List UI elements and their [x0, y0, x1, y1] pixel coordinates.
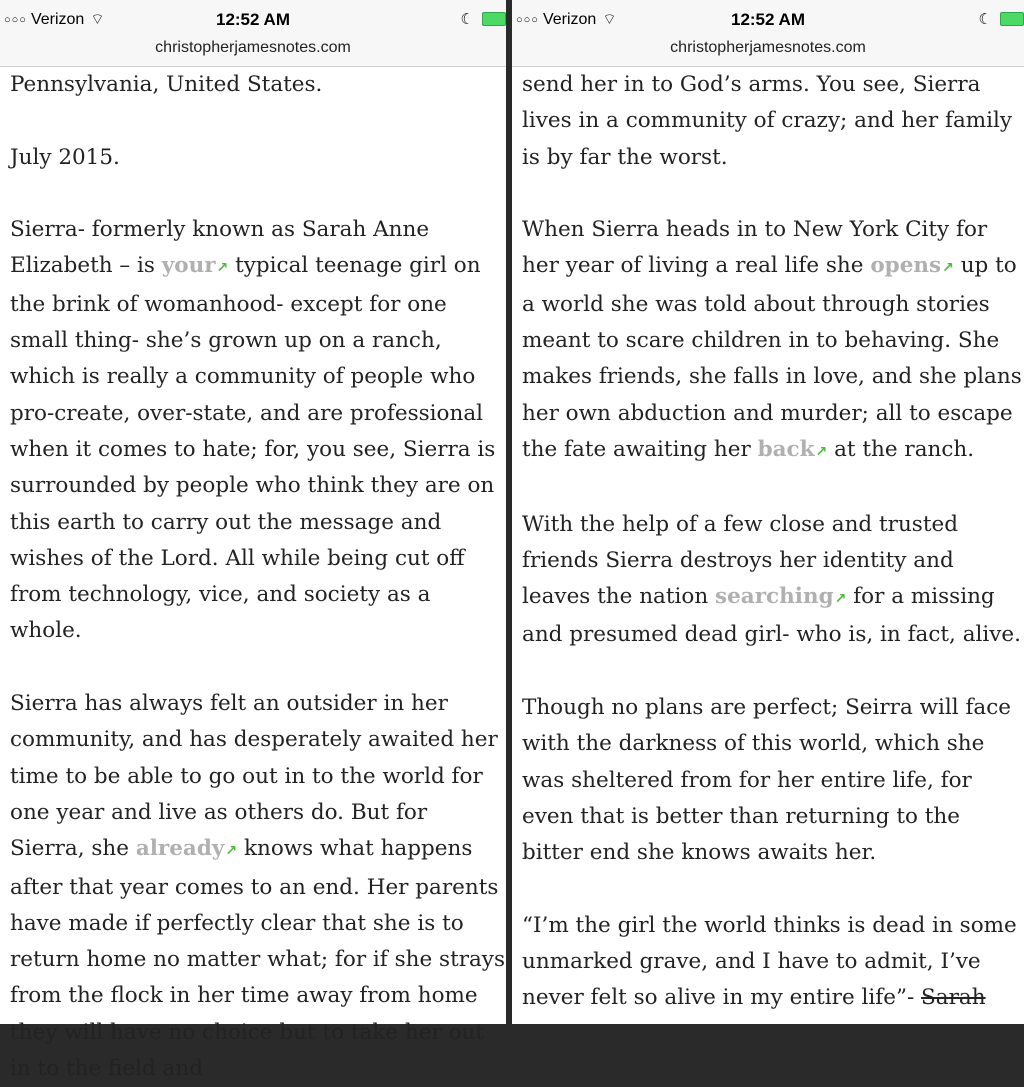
status-time: 12:52 AM — [730, 10, 805, 29]
status-right — [979, 10, 1024, 28]
status-bar — [0, 0, 506, 38]
text-span: “I’m the girl the world thinks is dead in some unmarked grave, and I have to admit, I’ve never felt so alive in my entire life”- — [522, 912, 1017, 1011]
do-not-disturb-moon-icon: ☾ — [460, 11, 474, 28]
do-not-disturb-moon-icon: ☾ — [978, 11, 992, 28]
signal-strength-icon: ○○○ — [4, 13, 27, 26]
left-screenshot — [0, 0, 506, 1082]
signal-strength-icon: ○○○ — [516, 13, 539, 26]
external-link-icon: ↗ — [216, 260, 229, 277]
text-span: With the help of a few close and trusted friends Sierra destroys her identity and leaves the nation — [522, 511, 958, 610]
link-text: already — [135, 836, 225, 862]
article-content — [512, 67, 1024, 1017]
text-span: When Sierra heads in to New York City for her year of living a real life she — [522, 217, 988, 279]
link-text: your — [161, 253, 216, 279]
status-bar — [512, 0, 1024, 38]
status-right — [461, 10, 506, 28]
inline-link-searching[interactable] — [715, 584, 846, 609]
paragraph-darkness: Though no plans are perfect; Seirra will face with the darkness of this world, which she was sheltered from for her entire life, for even that is better than returning to the bitter end she knows awaits her. — [522, 695, 1012, 866]
paragraph-continued: send her in to God’s arms. You see, Sierra lives in a community of crazy; and her family is by far the worst. — [522, 72, 1013, 170]
article-content — [0, 67, 506, 1087]
inline-link-opens[interactable] — [870, 253, 954, 278]
wifi-icon: ⌔ — [602, 11, 617, 28]
paragraph-quote — [522, 908, 1024, 1017]
paragraph-new-york — [522, 212, 1024, 470]
link-text: searching — [715, 584, 834, 610]
wifi-icon: ⌔ — [90, 11, 105, 28]
text-span: for a missing and presumed dead girl- who is, in fact, alive. — [522, 584, 1021, 648]
text-span: knows what happens after that year comes to an end. Her parents have made if perfectly clear that she is to return home no matter what; for if she strays from the flock in her time away from home they will have no choice but to take her out in to the field and — [10, 836, 505, 1082]
inline-link-already[interactable] — [136, 836, 237, 861]
paragraph-date: July 2015. — [10, 144, 120, 170]
text-span: typical teenage girl on the brink of womanhood- except for one small thing- she’s grown up on a ranch, which is really a community of people who pro-create, over-state, and are professional when it comes to hate; for, you see, Sierra is surrounded by people who think they are on this earth to carry out the message and wishes of the Lord. All while being cut off from technology, vice, and society as a whole. — [10, 253, 496, 644]
link-text: back — [757, 436, 815, 462]
external-link-icon: ↗ — [834, 591, 847, 608]
external-link-icon: ↗ — [815, 443, 828, 460]
paragraph-location: Pennsylvania, United States. — [10, 72, 323, 97]
carrier-name: Verizon — [30, 10, 85, 28]
inline-link-your[interactable] — [162, 253, 229, 278]
struck-name: Sarah — [921, 985, 986, 1011]
paragraph-outsider — [10, 686, 506, 1087]
status-time: 12:52 AM — [215, 10, 290, 29]
text-span: Sierra has always felt an outsider in her community, and has desperately awaited her time to be able to go out in to the world for one year and live as others do. But for Sierra, she — [10, 691, 498, 862]
inline-link-back[interactable] — [758, 437, 828, 462]
address-bar[interactable]: christopherjamesnotes.com — [512, 38, 1024, 67]
battery-icon — [1000, 12, 1024, 26]
right-screenshot — [512, 0, 1024, 1024]
battery-icon — [482, 12, 506, 26]
paragraph-friends — [522, 507, 1024, 654]
external-link-icon: ↗ — [225, 843, 238, 860]
carrier-name: Verizon — [542, 10, 597, 28]
text-span: up to a world she was told about through stories meant to scare children in to behaving. She makes friends, she falls in love, and she plans her own abduction and murder; all to escape the fate awaiting her — [522, 253, 1022, 462]
external-link-icon: ↗ — [942, 260, 954, 277]
text-span: Sierra- formerly known as Sarah Anne Elizabeth – is — [10, 217, 430, 279]
link-text: opens — [870, 253, 942, 279]
paragraph-intro — [10, 212, 506, 650]
text-span: at the ranch. — [827, 436, 975, 462]
address-bar[interactable]: christopherjamesnotes.com — [0, 38, 506, 67]
